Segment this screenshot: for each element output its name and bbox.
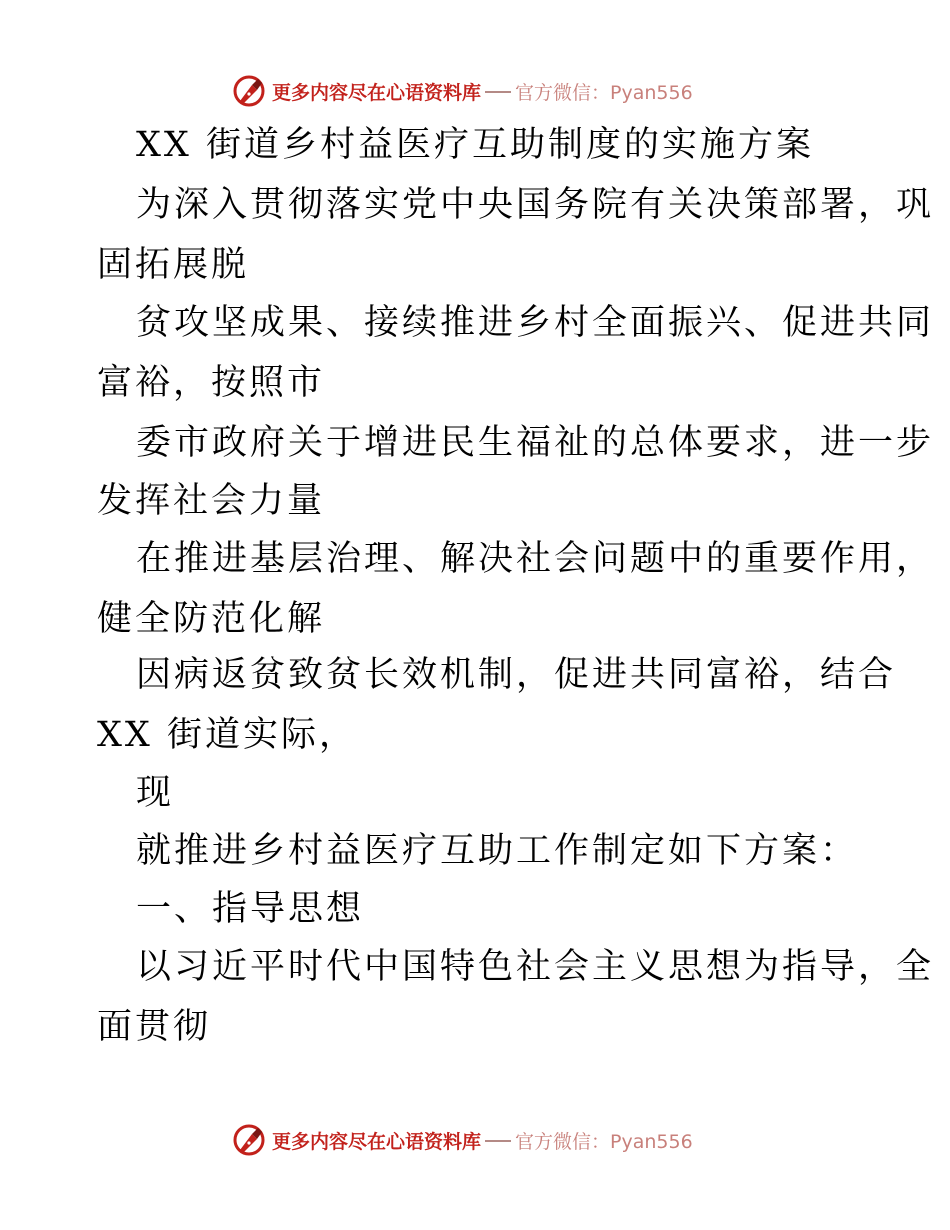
- paragraph-line: XX 街道实际，: [97, 715, 357, 755]
- paragraph-line: 在推进基层治理、解决社会问题中的重要作用，: [136, 539, 935, 579]
- banner-divider: [485, 91, 511, 93]
- banner-wechat: 官方微信：Pyan556: [515, 81, 693, 104]
- paragraph-line: 现: [136, 773, 175, 813]
- paragraph-line: 就推进乡村益医疗互助工作制定如下方案：: [136, 831, 859, 871]
- header-banner: [232, 72, 693, 110]
- footer-banner: [232, 1121, 693, 1159]
- paragraph-line: 发挥社会力量: [97, 481, 326, 521]
- paragraph-line: 面贯彻: [97, 1007, 212, 1047]
- paragraph-line: 以习近平时代中国特色社会主义思想为指导，全: [136, 947, 935, 987]
- banner-wechat: 官方微信：Pyan556: [515, 1130, 693, 1153]
- paragraph-line: 富裕，按照市: [97, 363, 326, 403]
- banner-divider: [485, 1140, 511, 1142]
- paragraph-line: 健全防范化解: [97, 599, 326, 639]
- paragraph-line: 委市政府关于增进民生福祉的总体要求，进一步: [136, 423, 935, 463]
- paragraph-line: 为深入贯彻落实党中央国务院有关决策部署，巩: [136, 185, 935, 225]
- pen-nib-logo-icon: [232, 74, 266, 108]
- paragraph-line: 因病返贫致贫长效机制，促进共同富裕，结合: [136, 655, 897, 695]
- banner-site-name: 更多内容尽在心语资料库: [272, 1130, 482, 1153]
- document-title: XX 街道乡村益医疗互助制度的实施方案: [136, 125, 814, 165]
- banner-site-name: 更多内容尽在心语资料库: [272, 81, 482, 104]
- pen-nib-logo-icon: [232, 1123, 266, 1157]
- paragraph-line: 固拓展脱: [97, 245, 250, 285]
- paragraph-line: 贫攻坚成果、接续推进乡村全面振兴、促进共同: [136, 303, 935, 343]
- section-heading: 一、指导思想: [136, 889, 365, 929]
